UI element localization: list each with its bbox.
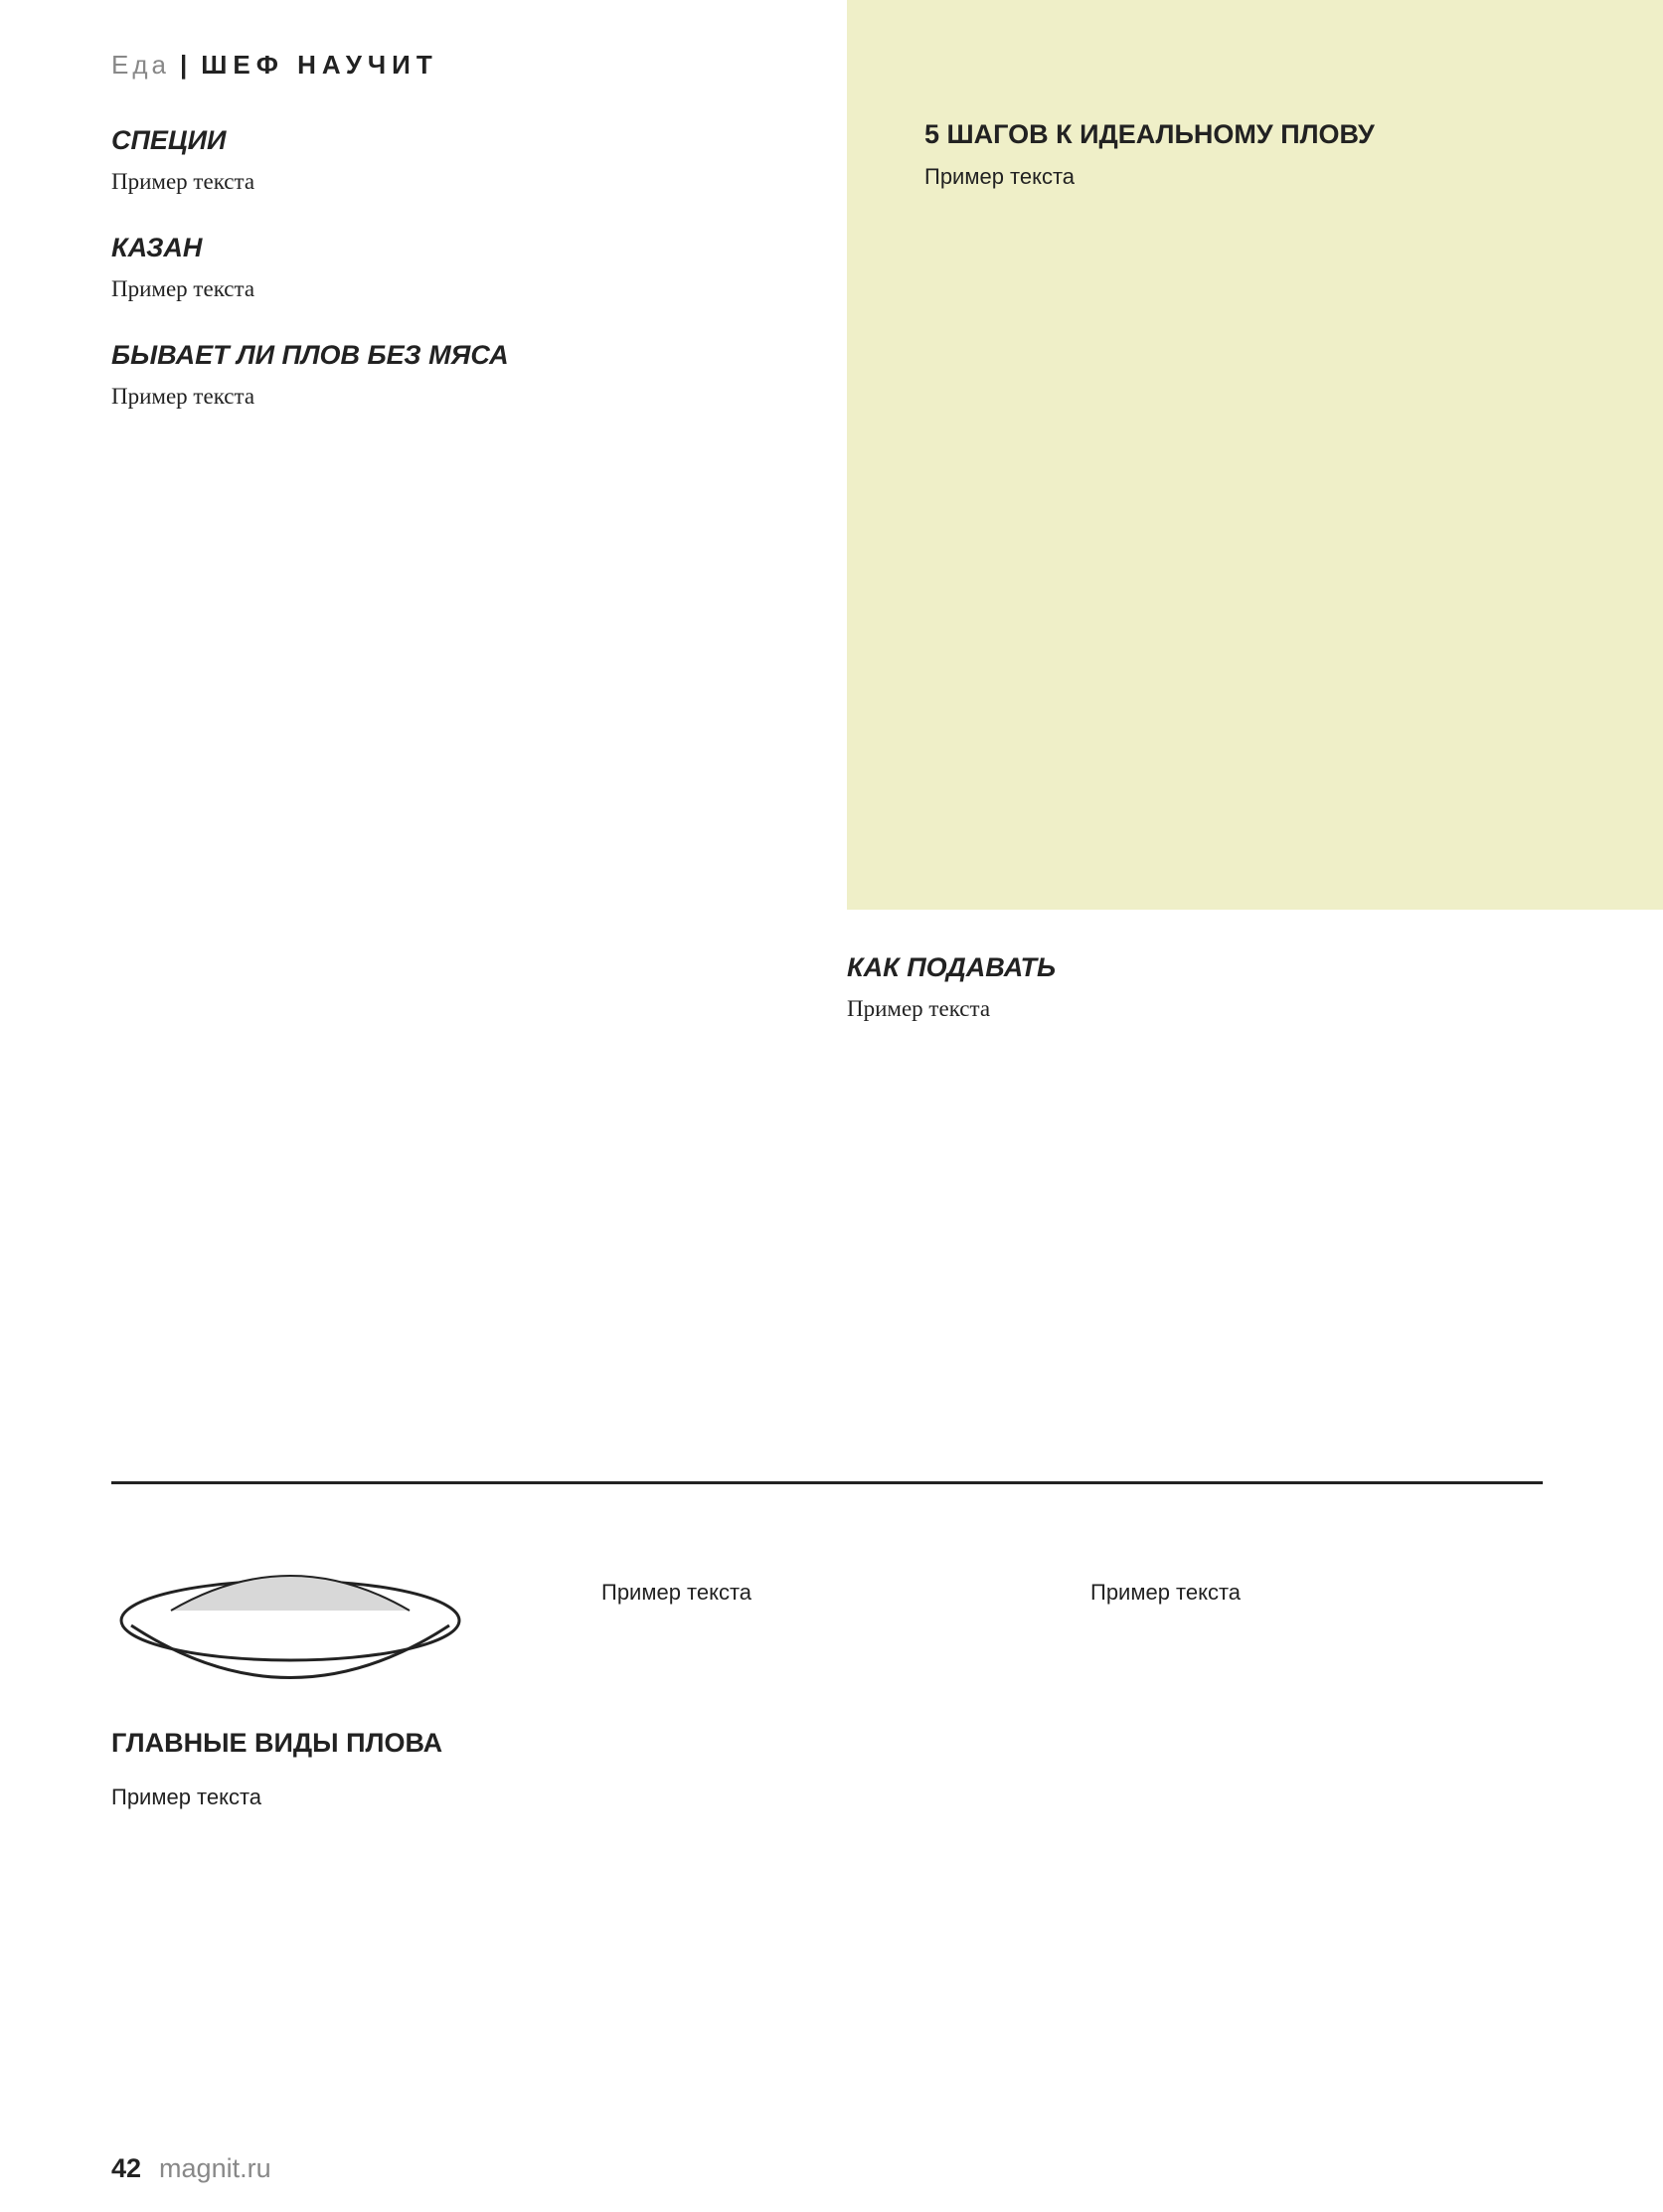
header-separator: | bbox=[179, 50, 192, 80]
plov-bowl-illustration bbox=[111, 1501, 469, 1690]
meatless-text: Пример текста bbox=[111, 384, 255, 409]
right-column bbox=[847, 950, 1543, 1026]
kazan-text: Пример текста bbox=[111, 276, 255, 301]
rubric-label: ШЕФ НАУЧИТ bbox=[201, 50, 438, 80]
serve-text: Пример текста bbox=[847, 996, 991, 1021]
left-column bbox=[111, 123, 807, 414]
section-divider bbox=[111, 1481, 1543, 1484]
page-footer bbox=[111, 2153, 271, 2184]
section-label: Еда bbox=[111, 50, 170, 80]
spices-text: Пример текста bbox=[111, 169, 255, 194]
tips-box bbox=[847, 0, 1663, 910]
kind-column-1 bbox=[111, 1780, 549, 1820]
meatless-heading: БЫВАЕТ ЛИ ПЛОВ БЕЗ МЯСА bbox=[111, 340, 509, 370]
kinds-heading: ГЛАВНЫЕ ВИДЫ ПЛОВА bbox=[111, 1728, 443, 1758]
page-number: 42 bbox=[111, 2153, 142, 2183]
kind-3-text: Пример текста bbox=[1090, 1580, 1242, 1605]
tips-body: Пример текста bbox=[924, 164, 1076, 189]
kind-column-3 bbox=[1090, 1575, 1548, 1616]
site-url: magnit.ru bbox=[159, 2153, 271, 2183]
tips-title: 5 ШАГОВ К ИДЕАЛЬНОМУ ПЛОВУ bbox=[924, 119, 1375, 149]
serve-heading: КАК ПОДАВАТЬ bbox=[847, 952, 1057, 982]
kind-1-text: Пример текста bbox=[111, 1785, 262, 1809]
kind-column-2 bbox=[601, 1575, 1059, 1616]
kazan-heading: КАЗАН bbox=[111, 233, 203, 262]
kind-2-text: Пример текста bbox=[601, 1580, 752, 1605]
spices-heading: СПЕЦИИ bbox=[111, 125, 227, 155]
page-header bbox=[111, 50, 438, 81]
